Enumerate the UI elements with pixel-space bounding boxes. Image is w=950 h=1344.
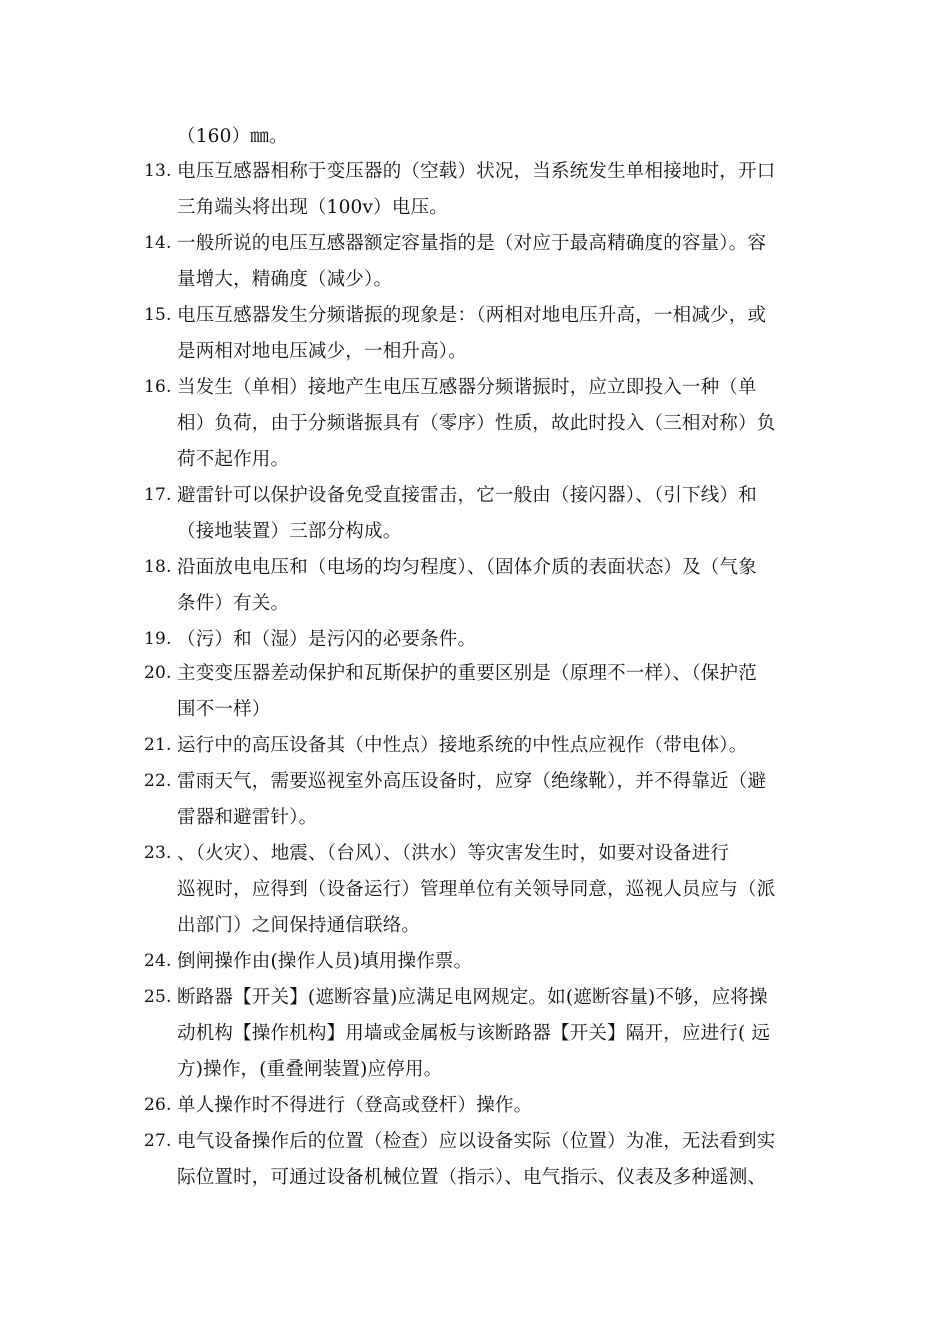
item-text-line: 雷雨天气，需要巡视室外高压设备时，应穿（绝缘靴），并不得靠近（避 [177,771,767,792]
item-number: 15. [144,305,172,325]
item-text-line: （160）㎜。 [177,126,288,147]
item-text-line: 、（火灾）、地震、（台风）、（洪水）等灾害发生时，如要对设备进行 [177,843,730,864]
item-text-line: 三角端头将出现（100v）电压。 [177,197,448,218]
item-text-line: 电压互感器发生分频谐振的现象是：（两相对地电压升高，一相减少，或 [177,305,767,326]
item-text-line: 单人操作时不得进行（登高或登杆）操作。 [177,1095,533,1116]
item-text-line: 际位置时，可通过设备机械位置（指示）、电气指示、仪表及多种遥测、 [177,1167,767,1188]
item-number: 18. [144,557,172,577]
item-text-line: 雷器和避雷针）。 [177,807,318,828]
item-text-line: 避雷针可以保护设备免受直接雷击，它一般由（接闪器）、（引下线）和 [177,485,757,506]
item-text-line: 出部门）之间保持通信联络。 [177,915,421,936]
item-number: 24. [144,951,172,971]
item-number: 17. [144,485,172,505]
item-text-line: 方)操作，(重叠闸装置)应停用。 [177,1059,443,1080]
item-text-line: 当发生（单相）接地产生电压互感器分频谐振时，应立即投入一种（单 [177,377,757,398]
item-text-line: 电压互感器相称于变压器的（空载）状况，当系统发生单相接地时，开口 [177,161,776,182]
item-number: 21. [144,735,172,755]
item-number: 22. [144,771,172,791]
item-text-line: 荷不起作用。 [177,449,290,470]
item-text-line: 条件）有关。 [177,593,290,614]
item-text-line: 动机构【操作机构】用墙或金属板与该断路器【开关】隔开，应进行( 远 [177,1023,771,1044]
item-text-line: 沿面放电电压和（电场的均匀程度）、（固体介质的表面状态）及（气象 [177,557,757,578]
item-number: 16. [144,377,172,397]
item-number: 27. [144,1131,172,1151]
item-text-line: 电气设备操作后的位置（检查）应以设备实际（位置）为准，无法看到实 [177,1131,776,1152]
item-text-line: （污）和（湿）是污闪的必要条件。 [177,629,477,650]
item-text-line: 围不一样） [177,699,271,720]
item-text-line: 倒闸操作由(操作人员)填用操作票。 [177,951,473,972]
item-number: 25. [144,987,172,1007]
item-number: 23. [144,843,172,863]
item-number: 20. [144,663,172,683]
item-number: 19. [144,629,172,649]
item-text-line: 量增大，精确度（减少）。 [177,269,393,290]
item-text-line: 巡视时，应得到（设备运行）管理单位有关领导同意，巡视人员应与（派 [177,879,776,900]
item-number: 13. [144,161,172,181]
item-number: 14. [144,233,172,253]
item-text-line: 断路器【开关】(遮断容量)应满足电网规定。如(遮断容量)不够，应将操 [177,987,768,1008]
item-text-line: 相）负荷，由于分频谐振具有（零序）性质，故此时投入（三相对称）负 [177,413,776,434]
item-text-line: 是两相对地电压减少，一相升高）。 [177,341,467,362]
item-text-line: （接地装置）三部分构成。 [177,521,402,542]
item-text-line: 运行中的高压设备其（中性点）接地系统的中性点应视作（带电体）。 [177,735,748,756]
item-text-line: 一般所说的电压互感器额定容量指的是（对应于最高精确度的容量）。容 [177,233,767,254]
item-number: 26. [144,1095,172,1115]
item-text-line: 主变变压器差动保护和瓦斯保护的重要区别是（原理不一样）、（保护范 [177,663,757,684]
